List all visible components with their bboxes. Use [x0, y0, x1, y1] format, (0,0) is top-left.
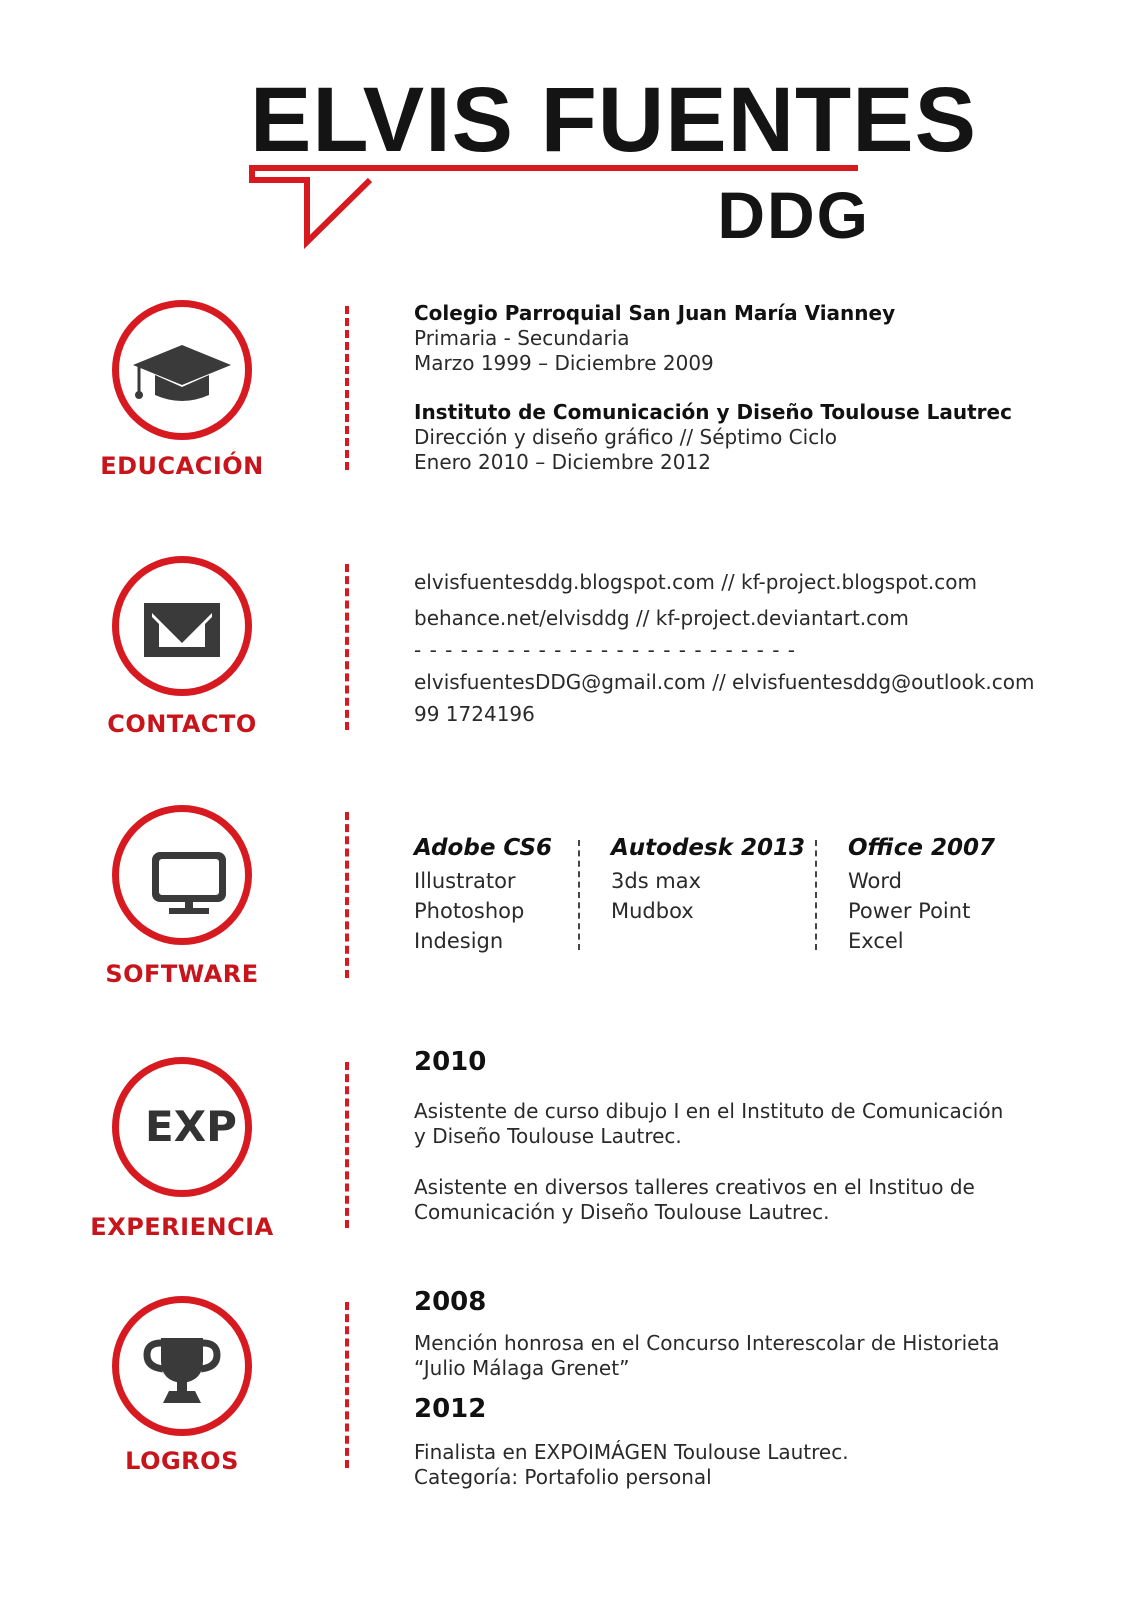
software-group-title-3: Office 2007 [848, 835, 995, 861]
achievement-text: Categoría: Portafolio personal [414, 1465, 712, 1489]
software-item: 3ds max [611, 869, 702, 893]
software-item: Word [848, 869, 902, 893]
experience-divider [345, 1062, 349, 1228]
education-divider [345, 306, 349, 470]
education-school-2: Instituto de Comunicación y Diseño Toulouse Lautrec [414, 400, 1012, 424]
contact-emails: elvisfuentesDDG@gmail.com // elvisfuentesddg@outlook.com [414, 670, 1035, 694]
achievement-text: Finalista en EXPOIMÁGEN Toulouse Lautrec. [414, 1440, 849, 1464]
contact-separator: - - - - - - - - - - - - - - - - - - - - - - - - - [414, 638, 796, 662]
education-circle [112, 300, 252, 440]
contact-links-1: elvisfuentesddg.blogspot.com // kf-project.blogspot.com [414, 570, 977, 594]
envelope-icon [119, 563, 245, 689]
software-column-divider [578, 840, 580, 950]
experience-text: Asistente de curso dibujo I en el Instituto de Comunicación [414, 1099, 1004, 1123]
education-dates-1: Marzo 1999 – Diciembre 2009 [414, 351, 714, 375]
monitor-icon [119, 812, 245, 938]
software-item: Mudbox [611, 899, 694, 923]
speech-bubble-line [0, 0, 1131, 260]
achievements-circle [112, 1296, 252, 1436]
achievement-year-1: 2008 [414, 1287, 487, 1317]
achievements-label: LOGROS [125, 1447, 239, 1475]
resume-name: ELVIS FUENTES [250, 69, 977, 171]
education-detail-2: Dirección y diseño gráfico // Séptimo Ciclo [414, 425, 837, 449]
experience-label: EXPERIENCIA [90, 1213, 274, 1241]
resume-subtitle: DDG [717, 178, 870, 252]
achievement-text: “Julio Málaga Grenet” [414, 1356, 630, 1380]
experience-text: y Diseño Toulouse Lautrec. [414, 1124, 682, 1148]
software-column-divider [815, 840, 817, 950]
contact-links-2: behance.net/elvisddg // kf-project.deviantart.com [414, 606, 909, 630]
achievement-text: Mención honrosa en el Concurso Interescolar de Historieta [414, 1331, 1000, 1355]
software-item: Power Point [848, 899, 971, 923]
experience-year: 2010 [414, 1047, 487, 1077]
contact-phone: 99 1724196 [414, 702, 535, 726]
contact-divider [345, 564, 349, 730]
achievements-divider [345, 1302, 349, 1468]
experience-text: Comunicación y Diseño Toulouse Lautrec. [414, 1200, 830, 1224]
graduation-cap-icon [119, 307, 245, 433]
trophy-icon [119, 1303, 245, 1429]
software-circle [112, 805, 252, 945]
contact-circle [112, 556, 252, 696]
education-dates-2: Enero 2010 – Diciembre 2012 [414, 450, 711, 474]
contact-label: CONTACTO [107, 710, 257, 738]
software-item: Excel [848, 929, 904, 953]
experience-text: Asistente en diversos talleres creativos en el Instituo de [414, 1175, 975, 1199]
software-group-title-1: Adobe CS6 [414, 835, 553, 861]
software-label: SOFTWARE [105, 960, 259, 988]
software-item: Photoshop [414, 899, 525, 923]
education-school-1: Colegio Parroquial San Juan María Vianney [414, 301, 896, 325]
software-group-title-2: Autodesk 2013 [611, 835, 806, 861]
education-detail-1: Primaria - Secundaria [414, 326, 630, 350]
exp-badge-text: EXP [145, 1102, 237, 1151]
achievement-year-2: 2012 [414, 1394, 487, 1424]
software-item: Illustrator [414, 869, 516, 893]
software-divider [345, 812, 349, 978]
education-label: EDUCACIÓN [100, 452, 264, 480]
software-item: Indesign [414, 929, 504, 953]
